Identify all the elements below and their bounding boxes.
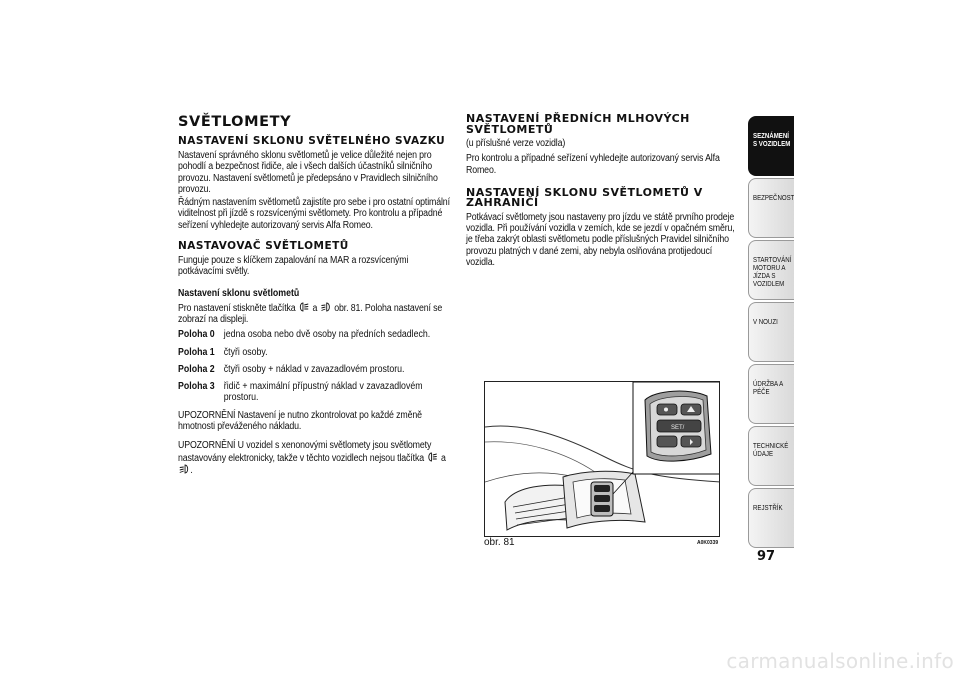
- left-button: [657, 436, 677, 447]
- zoom-inset: [633, 382, 720, 474]
- list-item: Poloha 0 jedna osoba nebo dvě osoby na předních sedadlech.: [178, 329, 431, 341]
- headlight-down-icon: [320, 302, 332, 312]
- list-item: Poloha 1 čtyři osoby.: [178, 346, 268, 358]
- tab-bezpecnost[interactable]: BEZPEČNOST: [748, 178, 794, 238]
- watermark: carmanualsonline.info: [726, 649, 954, 673]
- positions-list: [178, 329, 454, 403]
- paragraph-pro-nastaveni: Pro nastavení stiskněte tlačítka a obr. 81. Poloha nastavení se zobrazí na displeji.: [178, 302, 443, 325]
- right-column: [466, 112, 738, 270]
- paragraph-viditelnost: Řádným nastavením světlometů zajistíte pro sebe i pro ostatní optimální viditelnost při jízdě s rozsvícenými světlomety. Pro kontrolu a případné seřízení vyhledejte autorizovaný servis Alfa Romeo.: [178, 197, 450, 231]
- switch-cluster-small: [591, 482, 613, 516]
- paragraph-mlhove-kontrola: Pro kontrolu a případné seřízení vyhledejte autorizovaný servis Alfa Romeo.: [466, 153, 720, 176]
- tab-seznameni-s-vozidlem[interactable]: SEZNÁMENÍ S VOZIDLEM: [748, 116, 794, 176]
- paragraph-zahranici: Potkávací světlomety jsou nastaveny pro jízdu ve státě prvního prodeje vozidla. Při používání vozidla v zemích, kde se jezdí v opačném směru, je třeba zakrýt oblasti světlometu podle příslušných Pravidel silničního provozu platných v dané zemi, aby nebyla oslňována protijedoucí vozidla.: [466, 211, 735, 269]
- tab-udrzba-a-pece[interactable]: ÚDRŽBA A PÉČE: [748, 364, 794, 424]
- paragraph-verze: (u příslušné verze vozidla): [466, 138, 566, 149]
- tab-technicke-udaje[interactable]: TECHNICKÉ ÚDAJE: [748, 426, 794, 486]
- warning-xenon: UPOZORNĚNÍ U vozidel s xenonovými světlomety jsou světlomety nastavovány elektronicky, takže v těchto vozidlech nejsou tlačítka a .: [178, 440, 446, 476]
- tab-rejstrik[interactable]: REJSTŘÍK: [748, 488, 794, 548]
- chapter-tabs: [748, 116, 794, 550]
- heading-nastaveni-sklonu-svetlometu: Nastavení sklonu světlometů: [178, 287, 300, 299]
- paragraph-funguje: Funguje pouze s klíčkem zapalování na MAR a rozsvícenými potkávacími světly.: [178, 255, 409, 278]
- figure-headlight-switch: [484, 381, 720, 537]
- set-button-label: SET/: [671, 425, 685, 431]
- heading-zahranici: NASTAVENÍ SKLONU SVĚTLOMETŮ V ZAHRANIČÍ: [466, 185, 703, 210]
- figure-code: A0K0339: [697, 540, 719, 546]
- page-number: 97: [757, 549, 776, 564]
- headlight-up-icon: [298, 302, 310, 312]
- figure-caption: obr. 81: [484, 537, 515, 548]
- section-title-svetlomety: SVĚTLOMETY: [178, 114, 292, 130]
- heading-nastavovac: NASTAVOVAČ SVĚTLOMETŮ: [178, 240, 349, 253]
- warning-kontrola: UPOZORNĚNÍ Nastavení je nutno zkontrolovat po každé změně hmotnosti převáženého nákladu.: [178, 409, 422, 433]
- heading-nastaveni-sklonu: NASTAVENÍ SKLONU SVĚTELNÉHO SVAZKU: [178, 135, 446, 147]
- left-column: [178, 112, 454, 478]
- tab-v-nouzi[interactable]: V NOUZI: [748, 302, 794, 362]
- dashboard-illustration: [485, 382, 720, 537]
- headlight-up-icon: [426, 452, 438, 462]
- heading-mlhove-svetlomety: NASTAVENÍ PŘEDNÍCH MLHOVÝCH SVĚTLOMETŮ: [466, 112, 690, 136]
- list-item: Poloha 2 čtyři osoby + náklad v zavazadlovém prostoru.: [178, 363, 405, 375]
- tab-startovani-motoru[interactable]: STARTOVÁNÍ MOTORU A JÍZDA S VOZIDLEM: [748, 240, 794, 300]
- headlight-down-icon: [178, 464, 190, 474]
- paragraph-intro: Nastavení správného sklonu světlometů je velice důležité nejen pro pohodlí a bezpečnost řidiče, ale i všech dalších účastníků silničního provozu. Nastavení světlometů je předepsáno v Pravidlech silničního provozu.: [178, 150, 438, 195]
- list-item: Poloha 3 řidič + maximální přípustný náklad v zavazadlovém prostoru.: [178, 381, 423, 404]
